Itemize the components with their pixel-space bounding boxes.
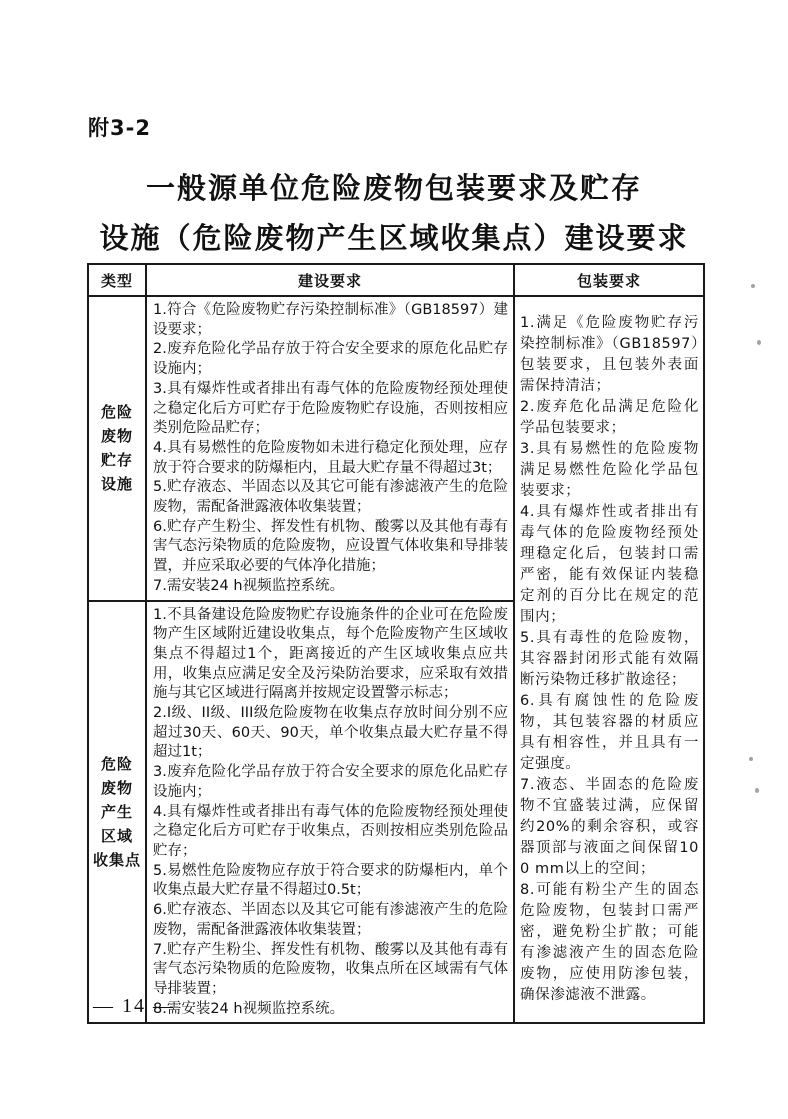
packaging-requirement-item: 5.具有毒性的危险废物，其容器封闭形式能有效隔断污染物迁移扩散途径； bbox=[520, 630, 699, 689]
column-header-type: 类型 bbox=[88, 264, 146, 296]
construction-requirement-item: 4.具有易燃性的危险废物如未进行稳定化预处理，应存放于符合要求的防爆柜内，且最大贮存量不得超过3t； bbox=[153, 439, 508, 476]
construction-requirement-item: 7.需安装24 h视频监控系统。 bbox=[153, 577, 345, 594]
packaging-requirement-item: 4.具有爆炸性或者排出有毒气体的危险废物经预处理稳定化后，包装封口需严密，能有效保证内装稳定剂的百分比在规定的范围内； bbox=[520, 504, 699, 626]
packaging-requirement-item: 1.满足《危险废物贮存污染控制标准》（GB18597）包装要求，且包装外表面需保持清洁； bbox=[520, 315, 699, 395]
type-label-line: 废物 bbox=[100, 427, 133, 446]
construction-requirement-item: 4.具有爆炸性或者排出有毒气体的危险废物经预处理使之稳定化后方可贮存于收集点，否则按相应类别危险品贮存； bbox=[153, 803, 508, 859]
construction-cell-storage-facility bbox=[146, 296, 514, 601]
page-number: — 14 — bbox=[93, 995, 175, 1017]
type-label-line: 设施 bbox=[100, 475, 133, 494]
construction-requirement-item: 5.易燃性危险废物应存放于符合要求的防爆柜内，单个收集点最大贮存量不得超过0.5t； bbox=[153, 862, 508, 899]
type-label-line: 产生 bbox=[100, 802, 133, 821]
requirements-table bbox=[87, 263, 705, 1024]
type-label-line: 危险 bbox=[100, 754, 133, 773]
type-label-line: 贮存 bbox=[100, 451, 133, 470]
construction-requirement-item: 1.不具备建设危险废物贮存设施条件的企业可在危险废物产生区域附近建设收集点，每个危险废物产生区域收集点不得超过1个，距离接近的产生区域收集点应共用，收集点应满足安全及污染防治要求，应采取有效措施与其它区域进行隔离并按规定设置警示标志； bbox=[153, 606, 508, 702]
construction-requirement-item: 7.贮存产生粉尘、挥发性有机物、酸雾以及其他有毒有害气态污染物质的危险废物，收集点所在区域需有气体导排装置； bbox=[153, 941, 508, 997]
scan-artifact bbox=[749, 757, 753, 761]
packaging-cell bbox=[514, 296, 704, 1023]
page-title-line-2: 设施（危险废物产生区域收集点）建设要求 bbox=[99, 221, 689, 255]
packaging-requirement-item: 8.可能有粉尘产生的固态危险废物，包装封口需严密，避免粉尘扩散；可能有渗滤液产生的固态危险废物，应使用防渗包装，确保渗滤液不泄露。 bbox=[520, 882, 699, 1004]
table-row-storage-facility bbox=[88, 296, 704, 601]
scan-artifact bbox=[755, 788, 759, 793]
type-label-line: 危险 bbox=[100, 403, 133, 422]
column-header-packaging: 包装要求 bbox=[514, 264, 704, 296]
construction-requirement-item: 2.I级、II级、III级危险废物在收集点存放时间分别不应超过30天、60天、90天，单个收集点最大贮存量不得超过1t； bbox=[153, 705, 508, 761]
construction-requirement-item: 6.贮存液态、半固态以及其它可能有渗滤液产生的危险废物，需配备泄露液体收集装置； bbox=[153, 902, 508, 938]
construction-requirement-item: 3.废弃危险化学品存放于符合安全要求的原危化品贮存设施内； bbox=[153, 764, 508, 800]
construction-requirement-item: 5.贮存液态、半固态以及其它可能有渗滤液产生的危险废物，需配备泄露液体收集装置； bbox=[153, 479, 508, 516]
type-cell-collection-point bbox=[88, 601, 146, 1024]
scan-artifact bbox=[751, 284, 755, 288]
construction-requirement-item: 1.符合《危险废物贮存污染控制标准》（GB18597）建设要求； bbox=[153, 302, 508, 338]
construction-requirement-item: 3.具有爆炸性或者排出有毒气体的危险废物经预处理使之稳定化后方可贮存于危险废物贮存设施，否则按相应类别危险品贮存； bbox=[153, 380, 508, 437]
construction-requirement-item: 8.需安装24 h视频监控系统。 bbox=[153, 1000, 345, 1017]
packaging-requirement-item: 3.具有易燃性的危险废物满足易燃性危险化学品包装要求； bbox=[520, 441, 699, 500]
annex-label: 附3-2 bbox=[88, 116, 151, 140]
type-label-line: 区域 bbox=[100, 826, 133, 845]
type-cell-storage-facility bbox=[88, 296, 146, 601]
packaging-requirement-item: 7.液态、半固态的危险废物不宜盛装过满，应保留约20%的剩余容积，或容器顶部与液面之间保留100 mm以上的空间； bbox=[520, 777, 699, 878]
packaging-requirement-item: 2.废弃危化品满足危险化学品包装要求； bbox=[520, 399, 699, 437]
page-title-line-1: 一般源单位危险废物包装要求及贮存 bbox=[145, 171, 642, 205]
construction-requirement-item: 6.贮存产生粉尘、挥发性有机物、酸雾以及其他有毒有害气态污染物质的危险废物，应设置气体收集和导排装置，并应采取必要的气体净化措施； bbox=[153, 518, 508, 575]
type-label-line: 收集点 bbox=[92, 850, 141, 869]
construction-requirement-item: 2.废弃危险化学品存放于符合安全要求的原危化品贮存设施内； bbox=[153, 341, 508, 378]
type-label-line: 废物 bbox=[100, 778, 133, 797]
column-header-construction: 建设要求 bbox=[146, 264, 514, 296]
table-header-row bbox=[88, 264, 704, 296]
page-title bbox=[0, 163, 788, 263]
packaging-requirement-item: 6.具有腐蚀性的危险废物，其包装容器的材质应具有相容性，并且具有一定强度。 bbox=[520, 693, 699, 773]
scan-artifact bbox=[757, 340, 761, 345]
construction-cell-collection-point bbox=[146, 601, 514, 1024]
